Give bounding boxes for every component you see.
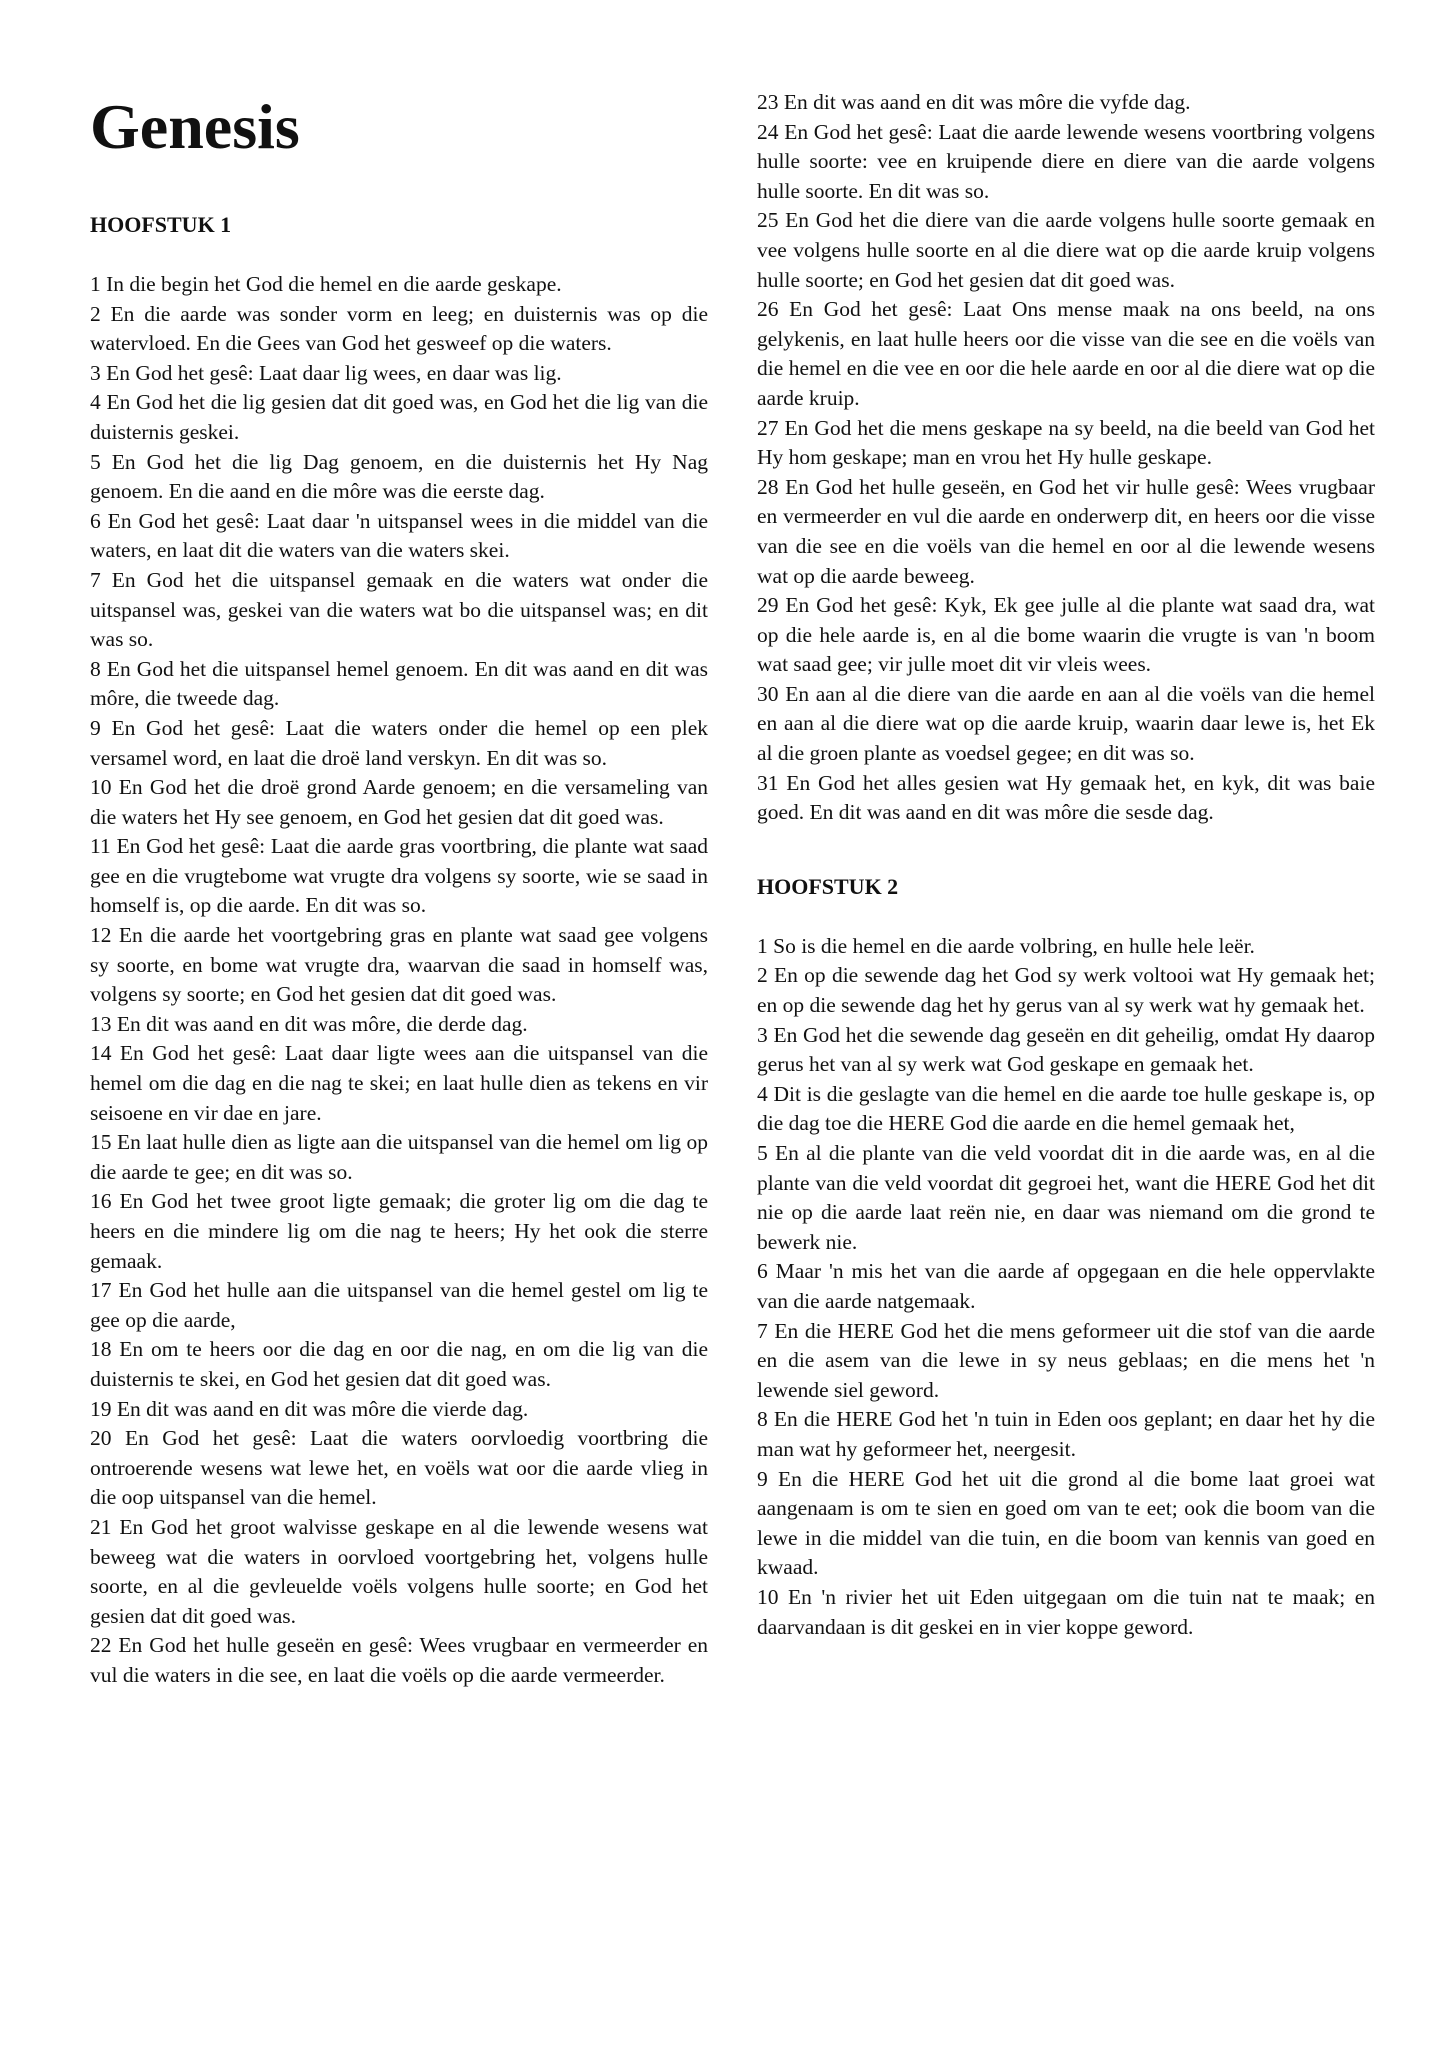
verse: 15 En laat hulle dien as ligte aan die uitspansel van die hemel om lig op die aarde te gee; en dit was so. xyxy=(90,1130,708,1184)
verse: 2 En op die sewende dag het God sy werk voltooi wat Hy gemaak het; en op die sewende dag het hy gerus van al sy werk wat hy gemaak het. xyxy=(757,963,1375,1018)
verse: 2 En die aarde was sonder vorm en leeg; en duisternis was op die watervloed. En die Gees van God het gesweef op die waters. xyxy=(90,301,708,356)
verse: 5 En al die plante van die veld voordat dit in die aarde was, en al die plante van die veld voordat dit gegroei het, want die HERE God het dit nie op die aarde laat reën nie, en daar was niemand om die grond te bewerk nie. xyxy=(757,1141,1375,1254)
verse: 6 En God het gesê: Laat daar 'n uitspansel wees in die middel van die waters, en laat dit die waters van die waters skei. xyxy=(90,508,708,563)
verse: 3 En God het die sewende dag geseën en dit geheilig, omdat Hy daarop gerus het van al sy werk wat God geskape en gemaak het. xyxy=(757,1022,1375,1077)
verse: 23 En dit was aand en dit was môre die vyfde dag. xyxy=(757,90,1191,114)
verse: 8 En die HERE God het 'n tuin in Eden oos geplant; en daar het hy die man wat hy geformeer het, neergesit. xyxy=(757,1407,1375,1461)
verse: 10 En God het die droë grond Aarde genoem; en die versameling van die waters het Hy see genoem, en God het gesien dat dit goed was. xyxy=(90,775,708,829)
verse: 29 En God het gesê: Kyk, Ek gee julle al die plante wat saad dra, wat op die hele aarde is, en al die bome waarin die vrugte is van 'n boom wat saad gee; vir julle moet dit vir vleis wees. xyxy=(757,593,1375,677)
verse: 10 En 'n rivier het uit Eden uitgegaan om die tuin nat te maak; en daarvandaan is dit geskei en in vier koppe geword. xyxy=(757,1584,1375,1639)
verse: 28 En God het hulle geseën, en God het vir hulle gesê: Wees vrugbaar en vermeerder en vul die aarde en onderwerp dit, en heers oor die visse van die see en die voëls van die hemel en oor al die lewende wesens wat op die aarde beweeg. xyxy=(757,474,1375,588)
verse: 30 En aan al die diere van die aarde en aan al die voëls van die hemel en aan al die diere wat op die aarde kruip, waarin daar lewe is, het Ek al die groen plante as voedsel gegee; en dit was so. xyxy=(757,681,1375,766)
chapter-1-heading: HOOFSTUK 1 xyxy=(90,212,232,237)
book-title: Genesis xyxy=(90,91,300,162)
verse: 18 En om te heers oor die dag en oor die nag, en om die lig van die duisternis te skei, en God het gesien dat dit goed was. xyxy=(90,1337,708,1391)
chapter-1-verses-left xyxy=(90,270,708,1691)
verse: 1 So is die hemel en die aarde volbring, en hulle hele leër. xyxy=(757,933,1255,958)
verse: 26 En God het gesê: Laat Ons mense maak na ons beeld, na ons gelykenis, en laat hulle heers oor die visse van die see en die voëls van die hemel en die vee en oor die hele aarde en oor al die diere wat op die aarde kruip. xyxy=(757,297,1375,410)
verse: 4 Dit is die geslagte van die hemel en die aarde toe hulle geskape is, op die dag toe die HERE God die aarde en die hemel gemaak het, xyxy=(757,1081,1375,1136)
verse: 7 En God het die uitspansel gemaak en die waters wat onder die uitspansel was, geskei van die waters wat bo die uitspansel was; en dit was so. xyxy=(90,567,708,652)
chapter-2-verses xyxy=(757,932,1375,1642)
chapter-2-heading: HOOFSTUK 2 xyxy=(757,873,899,899)
verse: 17 En God het hulle aan die uitspansel van die hemel gestel om lig te gee op die aarde, xyxy=(90,1278,708,1332)
verse: 20 En God het gesê: Laat die waters oorvloedig voortbring die ontroerende wesens wat lewe het, en voëls wat oor die aarde vlieg in die oop uitspansel van die hemel. xyxy=(90,1426,708,1510)
chapter-1-verses-right xyxy=(757,88,1375,828)
verse: 9 En God het gesê: Laat die waters onder die hemel op een plek versamel word, en laat die droë land verskyn. En dit was so. xyxy=(90,715,708,770)
verse: 4 En God het die lig gesien dat dit goed was, en God het die lig van die duisternis geskei. xyxy=(90,390,708,444)
verse: 31 En God het alles gesien wat Hy gemaak het, en kyk, dit was baie goed. En dit was aand en dit was môre die sesde dag. xyxy=(757,770,1375,825)
verse: 9 En die HERE God het uit die grond al die bome laat groei wat aangenaam is om te sien en goed om van te eet; ook die boom van die lewe in die middel van die tuin, en die boom van kennis van goed en kwaad. xyxy=(757,1466,1375,1580)
verse: 24 En God het gesê: Laat die aarde lewende wesens voortbring volgens hulle soorte: vee en kruipende diere en diere van die aarde volgens hulle soorte. En dit was so. xyxy=(757,119,1375,203)
left-column xyxy=(90,88,708,1691)
verse: 13 En dit was aand en dit was môre, die derde dag. xyxy=(90,1011,528,1036)
verse: 21 En God het groot walvisse geskape en al die lewende wesens wat beweeg wat die waters in oorvloed voortgebring het, volgens hulle soorte, en al die gevleuelde voëls volgens hulle soorte; en God het gesien dat dit goed was. xyxy=(90,1514,708,1628)
verse: 1 In die begin het God die hemel en die aarde geskape. xyxy=(90,272,562,296)
verse: 8 En God het die uitspansel hemel genoem. En dit was aand en dit was môre, die tweede dag. xyxy=(90,656,708,711)
verse: 3 En God het gesê: Laat daar lig wees, en daar was lig. xyxy=(90,360,562,385)
verse: 16 En God het twee groot ligte gemaak; die groter lig om die dag te heers en die mindere lig om die nag te heers; Hy het ook die sterre gemaak. xyxy=(90,1189,708,1273)
verse: 25 En God het die diere van die aarde volgens hulle soorte gemaak en vee volgens hulle soorte en al die diere wat op die aarde kruip volgens hulle soorte; en God het gesien dat dit goed was. xyxy=(757,208,1375,292)
verse: 6 Maar 'n mis het van die aarde af opgegaan en die hele oppervlakte van die aarde natgemaak. xyxy=(757,1259,1375,1313)
verse: 7 En die HERE God het die mens geformeer uit die stof van die aarde en die asem van die lewe in sy neus geblaas; en die mens het 'n lewende siel geword. xyxy=(757,1318,1375,1402)
verse: 5 En God het die lig Dag genoem, en die duisternis het Hy Nag genoem. En die aand en die môre was die eerste dag. xyxy=(90,449,708,504)
verse: 14 En God het gesê: Laat daar ligte wees aan die uitspansel van die hemel om die dag en die nag te skei; en laat hulle dien as tekens en vir seisoene en vir dae en jare. xyxy=(90,1041,708,1125)
verse: 19 En dit was aand en dit was môre die vierde dag. xyxy=(90,1396,529,1421)
verse: 27 En God het die mens geskape na sy beeld, na die beeld van God het Hy hom geskape; man en vrou het Hy hulle geskape. xyxy=(757,415,1375,470)
verse: 11 En God het gesê: Laat die aarde gras voortbring, die plante wat saad gee en die vrugtebome wat vrugte dra volgens sy soorte, wie se saad in homself is, op die aarde. En dit was so. xyxy=(90,834,708,918)
right-column xyxy=(757,88,1375,1642)
verse: 12 En die aarde het voortgebring gras en plante wat saad gee volgens sy soorte, en bome wat vrugte dra, waarvan die saad in homself was, volgens sy soorte; en God het gesien dat dit goed was. xyxy=(90,923,708,1007)
verse: 22 En God het hulle geseën en gesê: Wees vrugbaar en vermeerder en vul die waters in die see, en laat die voëls op die aarde vermeerder. xyxy=(90,1633,708,1687)
